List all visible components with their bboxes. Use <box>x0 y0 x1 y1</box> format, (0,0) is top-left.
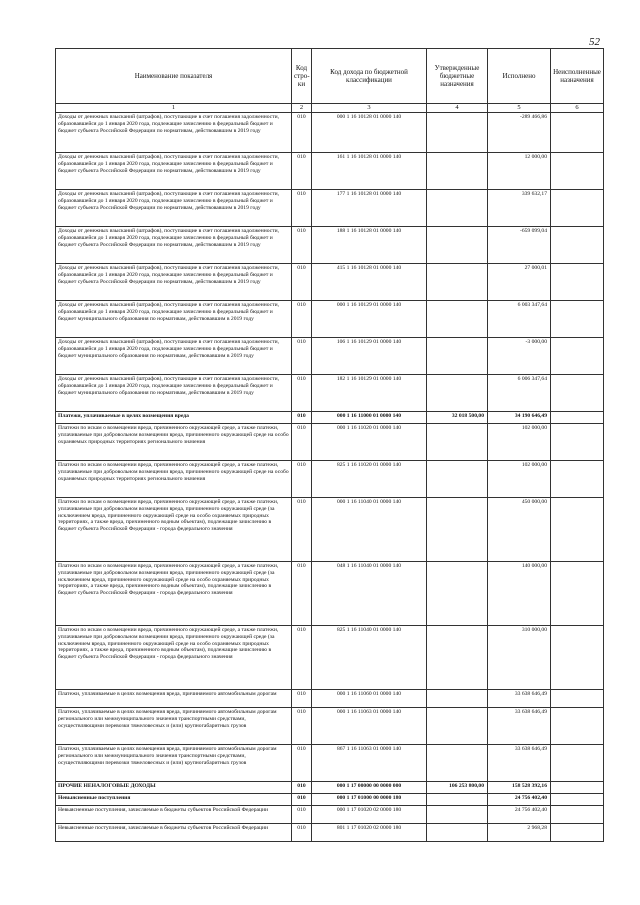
table-row <box>56 626 604 690</box>
row-revenue-code: 000 1 16 11000 01 0000 140 <box>312 412 427 424</box>
row-line-code: 010 <box>292 153 312 190</box>
row-executed: 33 638 646,49 <box>488 690 551 708</box>
row-line-code: 010 <box>292 498 312 562</box>
row-revenue-code: 825 1 16 11020 01 0000 140 <box>312 461 427 498</box>
row-name: Платежи, уплачиваемые в целях возмещения вреда, причиняемого автомобильным дорогам <box>56 690 292 708</box>
table-row <box>56 690 604 708</box>
row-approved <box>427 562 488 626</box>
row-revenue-code: 177 1 16 10128 01 0000 140 <box>312 190 427 227</box>
header-approved: Утвержденные бюджетные назначения <box>427 49 488 104</box>
table-row <box>56 461 604 498</box>
row-approved <box>427 806 488 824</box>
row-approved <box>427 690 488 708</box>
row-line-code: 010 <box>292 461 312 498</box>
row-name: Платежи, уплачиваемые в целях возмещения вреда <box>56 412 292 424</box>
row-approved <box>427 113 488 153</box>
row-line-code: 010 <box>292 794 312 806</box>
table-row <box>56 264 604 301</box>
row-revenue-code: 825 1 16 11040 01 0000 140 <box>312 626 427 690</box>
column-number: 1 <box>56 104 292 113</box>
column-number: 5 <box>488 104 551 113</box>
row-approved <box>427 745 488 782</box>
row-executed: -659 099,04 <box>488 227 551 264</box>
column-number: 2 <box>292 104 312 113</box>
row-unexecuted <box>551 690 604 708</box>
row-line-code: 010 <box>292 708 312 745</box>
table-row <box>56 338 604 375</box>
row-approved <box>427 708 488 745</box>
row-executed: 34 190 646,49 <box>488 412 551 424</box>
row-name: Платежи по искам о возмещении вреда, причиненного окружающей среде, а также платежи, уплачиваемые при добровольном возмещении вреда, причиненного окружающей среде (за исключением вреда, причиненного окружающей среде на особо охраняемых природных территориях, а также вреда, причиненного водным объектам), подлежащие зачислению в бюджет субъекта Российской Федерации - города федерального значения <box>56 498 292 562</box>
row-approved <box>427 264 488 301</box>
table-row <box>56 113 604 153</box>
row-executed: 12 000,00 <box>488 153 551 190</box>
row-executed: 102 000,00 <box>488 424 551 461</box>
row-name: Платежи по искам о возмещении вреда, причиненного окружающей среде, а также платежи, уплачиваемые при добровольном возмещении вреда, причиненного окружающей среде на особо охраняемых природных территориях регионального значения <box>56 461 292 498</box>
row-line-code: 010 <box>292 626 312 690</box>
row-name: Платежи по искам о возмещении вреда, причиненного окружающей среде, а также платежи, уплачиваемые при добровольном возмещении вреда, причиненного окружающей среде (за исключением вреда, причиненного окружающей среде на особо охраняемых природных территориях, а также вреда, причиненного водным объектам), подлежащие зачислению в бюджет субъекта Российской Федерации - города федерального значения <box>56 626 292 690</box>
table-row <box>56 498 604 562</box>
row-approved <box>427 626 488 690</box>
row-line-code: 010 <box>292 806 312 824</box>
row-executed: -289 466,86 <box>488 113 551 153</box>
row-unexecuted <box>551 424 604 461</box>
row-revenue-code: 000 1 16 11060 01 0000 140 <box>312 690 427 708</box>
row-line-code: 010 <box>292 562 312 626</box>
row-unexecuted <box>551 264 604 301</box>
row-revenue-code: 801 1 17 01020 02 0000 180 <box>312 824 427 842</box>
row-approved: 106 253 800,00 <box>427 782 488 794</box>
row-executed: 6 006 347,64 <box>488 375 551 412</box>
row-approved <box>427 190 488 227</box>
header-unexecuted: Неисполненные назначения <box>551 49 604 104</box>
row-unexecuted <box>551 745 604 782</box>
table-row <box>56 745 604 782</box>
row-revenue-code: 000 1 17 01000 00 0000 180 <box>312 794 427 806</box>
table-row <box>56 412 604 424</box>
row-unexecuted <box>551 824 604 842</box>
row-name: Невыясненные поступления <box>56 794 292 806</box>
row-executed: 140 000,00 <box>488 562 551 626</box>
row-line-code: 010 <box>292 782 312 794</box>
row-approved <box>427 375 488 412</box>
row-line-code: 010 <box>292 824 312 842</box>
row-name: Доходы от денежных взысканий (штрафов), поступающие в счет погашения задолженности, образовавшейся до 1 января 2020 года, подлежащие зачислению в федеральный бюджет и бюджет муниципального образования по нормативам, действовавшим в 2019 году <box>56 375 292 412</box>
row-line-code: 010 <box>292 745 312 782</box>
row-name: Доходы от денежных взысканий (штрафов), поступающие в счет погашения задолженности, образовавшейся до 1 января 2020 года, подлежащие зачислению в федеральный бюджет и бюджет субъекта Российской Федерации по нормативам, действовавшим в 2019 году <box>56 264 292 301</box>
row-name: Доходы от денежных взысканий (штрафов), поступающие в счет погашения задолженности, образовавшейся до 1 января 2020 года, подлежащие зачислению в федеральный бюджет и бюджет субъекта Российской Федерации по нормативам, действовавшим в 2019 году <box>56 113 292 153</box>
row-name: Платежи по искам о возмещении вреда, причиненного окружающей среде, а также платежи, уплачиваемые при добровольном возмещении вреда, причиненного окружающей среде (за исключением вреда, причиненного окружающей среде на особо охраняемых природных территориях, а также вреда, причиненного водным объектам), подлежащие зачислению в бюджет субъекта Российской Федерации - города федерального значения <box>56 562 292 626</box>
row-unexecuted <box>551 153 604 190</box>
table-row <box>56 190 604 227</box>
row-name: Невыясненные поступления, зачисляемые в бюджеты субъектов Российской Федерации <box>56 824 292 842</box>
row-name: ПРОЧИЕ НЕНАЛОГОВЫЕ ДОХОДЫ <box>56 782 292 794</box>
row-revenue-code: 106 1 16 10129 01 0000 140 <box>312 338 427 375</box>
row-approved <box>427 498 488 562</box>
row-line-code: 010 <box>292 412 312 424</box>
row-revenue-code: 000 1 17 01020 02 0000 180 <box>312 806 427 824</box>
row-unexecuted <box>551 782 604 794</box>
table-row <box>56 424 604 461</box>
row-executed: 33 638 646,49 <box>488 745 551 782</box>
row-executed: 24 756 402,40 <box>488 806 551 824</box>
row-approved <box>427 338 488 375</box>
page-number: 52 <box>589 36 600 48</box>
row-executed: 27 000,01 <box>488 264 551 301</box>
row-revenue-code: 182 1 16 10129 01 0000 140 <box>312 375 427 412</box>
row-name: Доходы от денежных взысканий (штрафов), поступающие в счет погашения задолженности, образовавшейся до 1 января 2020 года, подлежащие зачислению в федеральный бюджет и бюджет субъекта Российской Федерации по нормативам, действовавшим в 2019 году <box>56 153 292 190</box>
table-header-row <box>56 49 604 104</box>
table-row <box>56 375 604 412</box>
row-approved <box>427 301 488 338</box>
row-unexecuted <box>551 708 604 745</box>
column-number: 3 <box>312 104 427 113</box>
row-line-code: 010 <box>292 301 312 338</box>
row-line-code: 010 <box>292 375 312 412</box>
row-unexecuted <box>551 461 604 498</box>
table-row <box>56 806 604 824</box>
row-revenue-code: 000 1 16 11020 01 0000 140 <box>312 424 427 461</box>
row-executed: 158 528 392,16 <box>488 782 551 794</box>
row-unexecuted <box>551 626 604 690</box>
table-row <box>56 562 604 626</box>
row-revenue-code: 000 1 17 00000 00 0000 000 <box>312 782 427 794</box>
row-name: Платежи, уплачиваемые в целях возмещения вреда, причиняемого автомобильным дорогам регионального или межмуниципального значения транспортными средствами, осуществляющими перевозки тяжеловесных и (или) крупногабаритных грузов <box>56 708 292 745</box>
row-executed: 450 000,00 <box>488 498 551 562</box>
row-revenue-code: 867 1 16 11063 01 0000 140 <box>312 745 427 782</box>
row-unexecuted <box>551 227 604 264</box>
row-executed: 310 000,00 <box>488 626 551 690</box>
row-line-code: 010 <box>292 690 312 708</box>
row-unexecuted <box>551 412 604 424</box>
row-revenue-code: 161 1 16 10128 01 0000 140 <box>312 153 427 190</box>
header-line-code: Код стро-ки <box>292 49 312 104</box>
row-revenue-code: 188 1 16 10128 01 0000 140 <box>312 227 427 264</box>
row-name: Платежи, уплачиваемые в целях возмещения вреда, причиняемого автомобильным дорогам регионального или межмуниципального значения транспортными средствами, осуществляющими перевозки тяжеловесных и (или) крупногабаритных грузов <box>56 745 292 782</box>
row-unexecuted <box>551 562 604 626</box>
column-number-row <box>56 104 604 113</box>
row-unexecuted <box>551 375 604 412</box>
row-line-code: 010 <box>292 338 312 375</box>
row-unexecuted <box>551 190 604 227</box>
header-indicator-name: Наименование показателя <box>56 49 292 104</box>
table-row <box>56 153 604 190</box>
row-unexecuted <box>551 498 604 562</box>
row-approved: 32 018 500,00 <box>427 412 488 424</box>
header-executed: Исполнено <box>488 49 551 104</box>
row-revenue-code: 048 1 16 11040 01 0000 140 <box>312 562 427 626</box>
table-row <box>56 794 604 806</box>
row-approved <box>427 153 488 190</box>
row-executed: 24 756 402,40 <box>488 794 551 806</box>
column-number: 6 <box>551 104 604 113</box>
row-revenue-code: 415 1 16 10128 01 0000 140 <box>312 264 427 301</box>
row-unexecuted <box>551 806 604 824</box>
budget-revenue-table <box>55 48 604 842</box>
row-line-code: 010 <box>292 227 312 264</box>
row-executed: 33 638 646,49 <box>488 708 551 745</box>
row-unexecuted <box>551 301 604 338</box>
row-name: Доходы от денежных взысканий (штрафов), поступающие в счет погашения задолженности, образовавшейся до 1 января 2020 года, подлежащие зачислению в федеральный бюджет и бюджет субъекта Российской Федерации по нормативам, действовавшим в 2019 году <box>56 190 292 227</box>
row-name: Доходы от денежных взысканий (штрафов), поступающие в счет погашения задолженности, образовавшейся до 1 января 2020 года, подлежащие зачислению в федеральный бюджет и бюджет субъекта Российской Федерации по нормативам, действовавшим в 2019 году <box>56 227 292 264</box>
column-number: 4 <box>427 104 488 113</box>
table-row <box>56 227 604 264</box>
row-name: Невыясненные поступления, зачисляемые в бюджеты субъектов Российской Федерации <box>56 806 292 824</box>
row-line-code: 010 <box>292 113 312 153</box>
row-approved <box>427 794 488 806</box>
row-name: Доходы от денежных взысканий (штрафов), поступающие в счет погашения задолженности, образовавшейся до 1 января 2020 года, подлежащие зачислению в федеральный бюджет и бюджет муниципального образования по нормативам, действовавшим в 2019 году <box>56 301 292 338</box>
table-row <box>56 782 604 794</box>
row-approved <box>427 824 488 842</box>
row-approved <box>427 461 488 498</box>
row-unexecuted <box>551 338 604 375</box>
row-line-code: 010 <box>292 264 312 301</box>
header-revenue-code: Код дохода по бюджетной классификации <box>312 49 427 104</box>
row-approved <box>427 424 488 461</box>
row-executed: -3 000,00 <box>488 338 551 375</box>
row-executed: 2 968,28 <box>488 824 551 842</box>
row-revenue-code: 000 1 16 10128 01 0000 140 <box>312 113 427 153</box>
row-name: Платежи по искам о возмещении вреда, причиненного окружающей среде, а также платежи, уплачиваемые при добровольном возмещении вреда, причиненного окружающей среде на особо охраняемых природных территориях регионального значения <box>56 424 292 461</box>
row-revenue-code: 000 1 16 11040 01 0000 140 <box>312 498 427 562</box>
table-row <box>56 708 604 745</box>
table-row <box>56 301 604 338</box>
row-line-code: 010 <box>292 424 312 461</box>
row-approved <box>427 227 488 264</box>
row-executed: 102 000,00 <box>488 461 551 498</box>
row-unexecuted <box>551 113 604 153</box>
table-row <box>56 824 604 842</box>
row-revenue-code: 000 1 16 10129 01 0000 140 <box>312 301 427 338</box>
row-unexecuted <box>551 794 604 806</box>
row-line-code: 010 <box>292 190 312 227</box>
row-name: Доходы от денежных взысканий (штрафов), поступающие в счет погашения задолженности, образовавшейся до 1 января 2020 года, подлежащие зачислению в федеральный бюджет и бюджет муниципального образования по нормативам, действовавшим в 2019 году <box>56 338 292 375</box>
row-revenue-code: 000 1 16 11063 01 0000 140 <box>312 708 427 745</box>
row-executed: 6 003 347,64 <box>488 301 551 338</box>
row-executed: 339 632,17 <box>488 190 551 227</box>
